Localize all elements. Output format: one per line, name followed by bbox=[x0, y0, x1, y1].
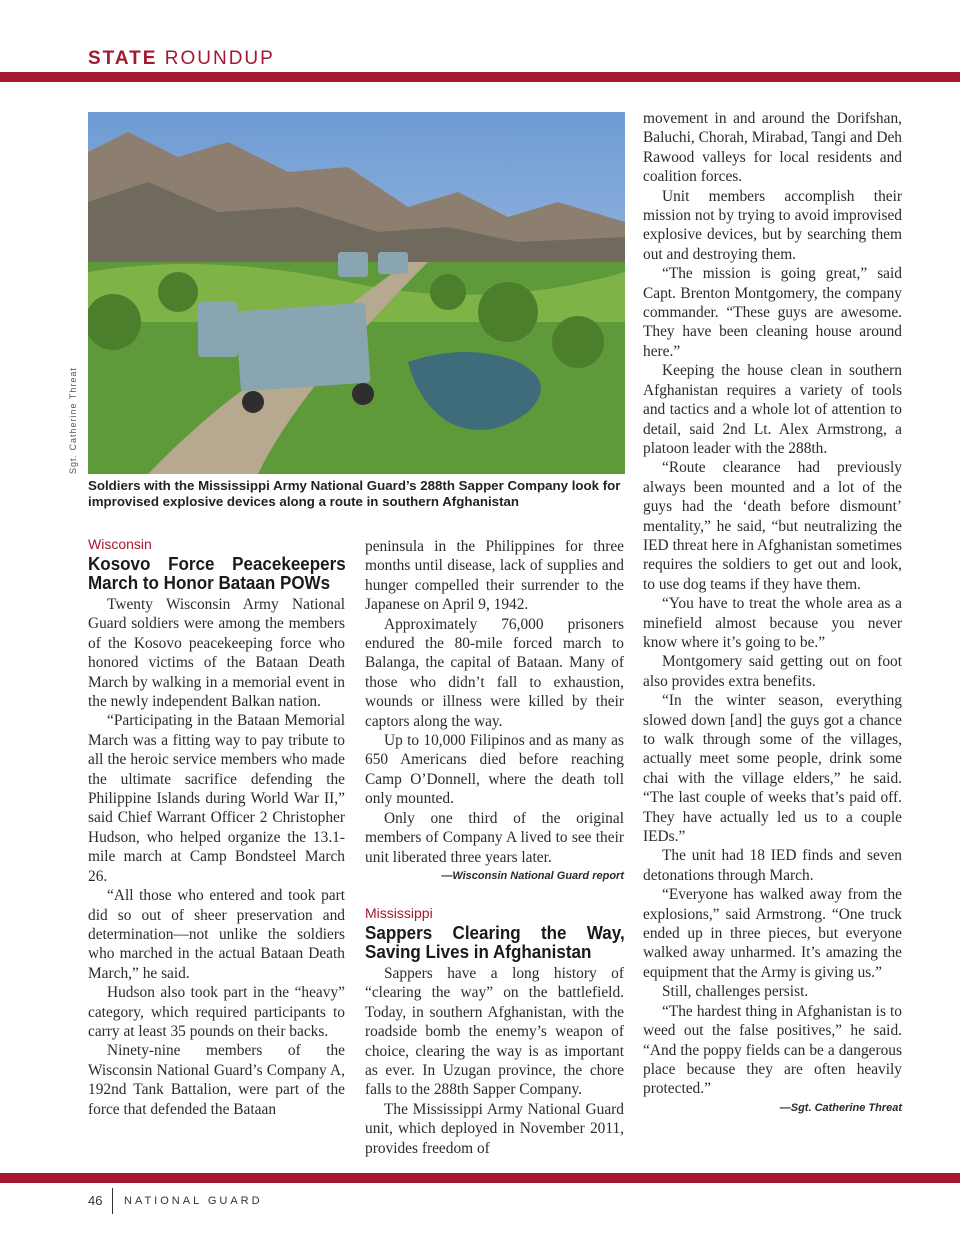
section-label-wisconsin: Wisconsin bbox=[88, 536, 152, 552]
column-3 bbox=[643, 109, 902, 1117]
paragraph: “You have to treat the whole area as a minefield almost because you never know where it’s going to be.” bbox=[643, 595, 902, 651]
paragraph: Up to 10,000 Filipinos and as many as 650 Americans died before reaching Camp O’Donnell, where the death toll only mounted. bbox=[365, 732, 624, 808]
paragraph: Twenty Wisconsin Army National Guard soldiers were among the members of the Kosovo peacekeeping force who honored victims of the Bataan Death March by walking in a memorial event in the newly independent Balkan nation. bbox=[88, 596, 345, 711]
paragraph: “Participating in the Bataan Memorial March was a fitting way to pay tribute to all the heroic service members who made the ultimate sacrifice defending the Philippine Islands during World War II,” said Chief Warrant Officer 2 Christopher Hudson, who helped organize the 13.1-mile march at Camp Bondsteel March 26. bbox=[88, 712, 345, 885]
headline-sappers: Sappers Clearing the Way, Saving Lives in Afghanistan bbox=[365, 921, 625, 962]
footer-separator bbox=[112, 1188, 113, 1214]
page-number: 46 bbox=[88, 1193, 103, 1208]
paragraph: Ninety-nine members of the Wisconsin National Guard’s Company A, 192nd Tank Battalion, were part of the force that defended the Bataan bbox=[88, 1042, 345, 1118]
paragraph: “The hardest thing in Afghanistan is to weed out the false positives,” he said. “And the poppy fields can be a dangerous place because they are often heavily protected.” bbox=[643, 1002, 902, 1098]
paragraph: Montgomery said getting out on foot also provides extra benefits. bbox=[643, 653, 902, 690]
signature-wisconsin: —Wisconsin National Guard report bbox=[441, 869, 624, 882]
photo-caption: Soldiers with the Mississippi Army National Guard’s 288th Sapper Company look for improvised explosive devices along a route in southern Afghanistan bbox=[88, 478, 621, 509]
paragraph: “In the winter season, everything slowed down [and] the guys got a chance to walk through some of the villages, actually meet some people, drink some chai with the village elders,” he said. “The last couple of weeks that’s paid off. They have actually led us to a couple IEDs.” bbox=[643, 692, 902, 846]
headline-kosovo: Kosovo Force Peacekeepers March to Honor Bataan POWs bbox=[88, 553, 346, 593]
paragraph: Only one third of the original members of Company A lived to see their unit liberated three years later. bbox=[365, 809, 624, 866]
paragraph: Approximately 76,000 prisoners endured the 80-mile forced march to Balanga, the capital of Bataan. Many of those who didn’t fall to exhaustion, wounds or illness were killed by their captors along the way. bbox=[365, 615, 624, 730]
paragraph: The unit had 18 IED finds and seven detonations through March. bbox=[643, 847, 902, 884]
article-photo bbox=[88, 112, 625, 474]
paragraph: “The mission is going great,” said Capt. Brenton Montgomery, the company commander. “These guys are awesome. They have been cleaning house around here.” bbox=[643, 265, 902, 360]
paragraph: Unit members accomplish their mission not by trying to avoid improvised explosive devices, but by searching them out and destroying them. bbox=[643, 187, 902, 263]
header-rule bbox=[0, 72, 960, 82]
paragraph: Keeping the house clean in southern Afghanistan requires a variety of tools and tactics and a whole lot of attention to detail, said 2nd Lt. Alex Armstrong, a platoon leader with the 288th. bbox=[643, 362, 902, 457]
paragraph: “All those who entered and took part did so out of sheer preservation and determination—not unlike the soldiers who marched in the actual Bataan Death March,” he said. bbox=[88, 887, 345, 982]
paragraph: peninsula in the Philippines for three months until disease, lack of supplies and hunger compelled their surrender to the Japanese on April 9, 1942. bbox=[365, 538, 624, 614]
photo-credit: Sgt. Catherine Threat bbox=[68, 367, 78, 474]
signature-threat: —Sgt. Catherine Threat bbox=[779, 1101, 902, 1114]
section-header: STATE ROUNDUP bbox=[88, 48, 275, 69]
paragraph: Sappers have a long history of “clearing the way” on the battlefield. Today, in southern Afghanistan, with the roadside bomb the enemy’s weapon of choice, clearing the way is as important as ever. In Uzugan province, the chore falls to the 288th Sapper Company. bbox=[365, 964, 624, 1099]
section-label-mississippi: Mississippi bbox=[365, 904, 433, 921]
paragraph: movement in and around the Dorifshan, Baluchi, Chorah, Mirabad, Tangi and Deh Rawood valleys for local residents and coalition forces. bbox=[643, 110, 902, 186]
column-1 bbox=[88, 536, 345, 1119]
footer-rule bbox=[0, 1173, 960, 1183]
paragraph: “Route clearance had previously always been mounted and a lot of the guys had the ‘death before dismount’ mentality,” he said, “but neutralizing the IED threat here in Afghanistan sometimes requires the soldiers to get out and look, to use dog teams if they have them. bbox=[643, 459, 902, 593]
paragraph: “Everyone has walked away from the explosions,” said Armstrong. “One truck ended up in three pieces, but everyone walked away unharmed. It’s amazing the equipment that the Army is giving us.” bbox=[643, 886, 902, 981]
magazine-name: NATIONAL GUARD bbox=[124, 1195, 263, 1207]
paragraph: Hudson also took part in the “heavy” category, which required participants to carry at least 35 pounds on their backs. bbox=[88, 984, 345, 1040]
paragraph: Still, challenges persist. bbox=[662, 983, 809, 1001]
column-2 bbox=[365, 537, 624, 1158]
paragraph: The Mississippi Army National Guard unit, which deployed in November 2011, provides freedom of bbox=[365, 1100, 624, 1157]
